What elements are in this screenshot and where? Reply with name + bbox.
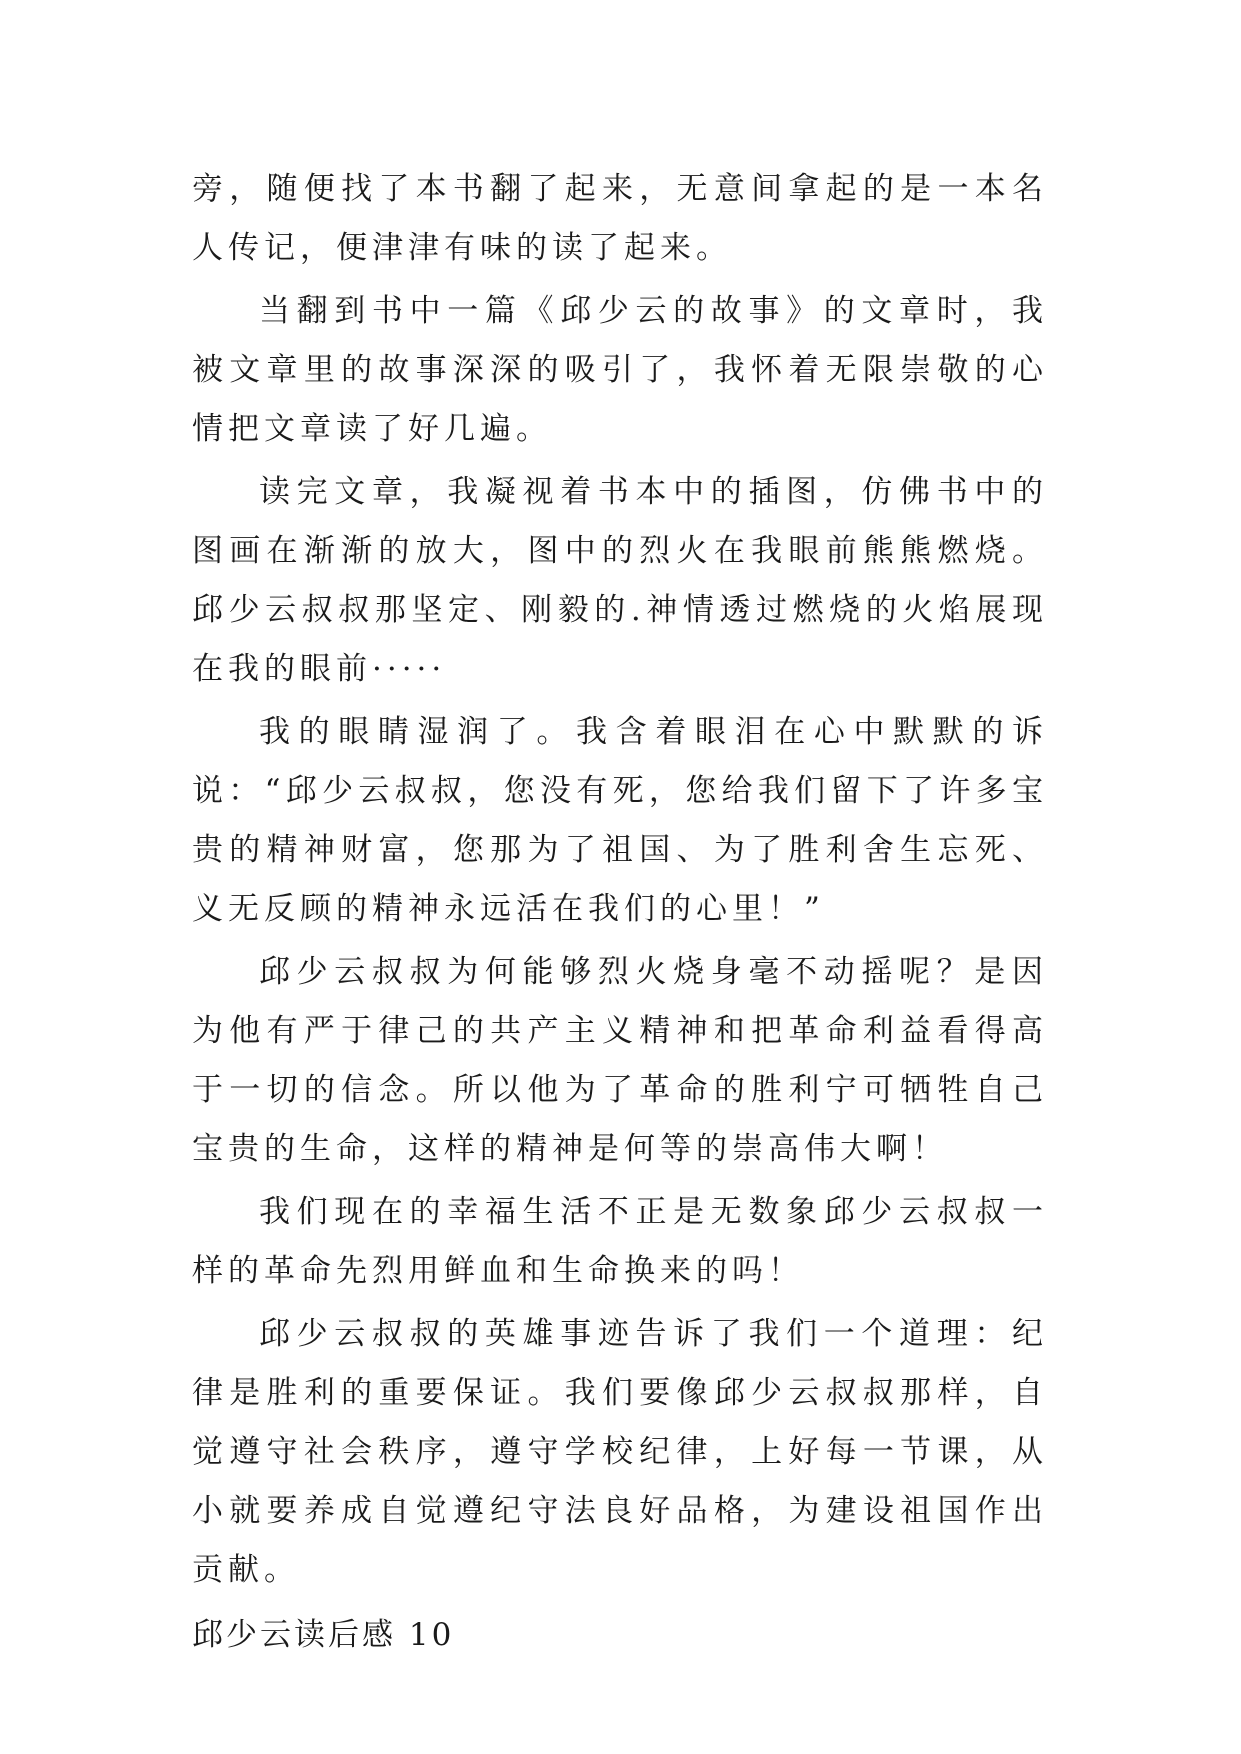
paragraph-1: 旁，随便找了本书翻了起来，无意间拿起的是一本名人传记，便津津有味的读了起来。 (192, 171, 1048, 266)
paragraph-5: 邱少云叔叔为何能够烈火烧身毫不动摇呢？是因为他有严于律己的共产主义精神和把革命利益看得高于一切的信念。所以他为了革命的胜利宁可牺牲自己宝贵的生命，这样的精神是何等的崇高伟大啊！ (192, 954, 1048, 1167)
section-heading: 邱少云读后感 10 (192, 1617, 455, 1653)
document-page (192, 160, 1048, 1665)
paragraph-2: 当翻到书中一篇《邱少云的故事》的文章时，我被文章里的故事深深的吸引了，我怀着无限崇敬的心情把文章读了好几遍。 (192, 293, 1048, 447)
paragraph-6: 我们现在的幸福生活不正是无数象邱少云叔叔一样的革命先烈用鲜血和生命换来的吗！ (192, 1194, 1048, 1289)
paragraph-7: 邱少云叔叔的英雄事迹告诉了我们一个道理：纪律是胜利的重要保证。我们要像邱少云叔叔那样，自觉遵守社会秩序，遵守学校纪律，上好每一节课，从小就要养成自觉遵纪守法良好品格，为建设祖国作出贡献。 (192, 1316, 1048, 1588)
paragraph-3: 读完文章，我凝视着书本中的插图，仿佛书中的图画在渐渐的放大，图中的烈火在我眼前熊熊燃烧。邱少云叔叔那坚定、刚毅的.神情透过燃烧的火焰展现在我的眼前····· (192, 474, 1048, 687)
paragraph-4: 我的眼睛湿润了。我含着眼泪在心中默默的诉说：“邱少云叔叔，您没有死，您给我们留下了许多宝贵的精神财富，您那为了祖国、为了胜利舍生忘死、义无反顾的精神永远活在我们的心里！” (192, 714, 1048, 927)
